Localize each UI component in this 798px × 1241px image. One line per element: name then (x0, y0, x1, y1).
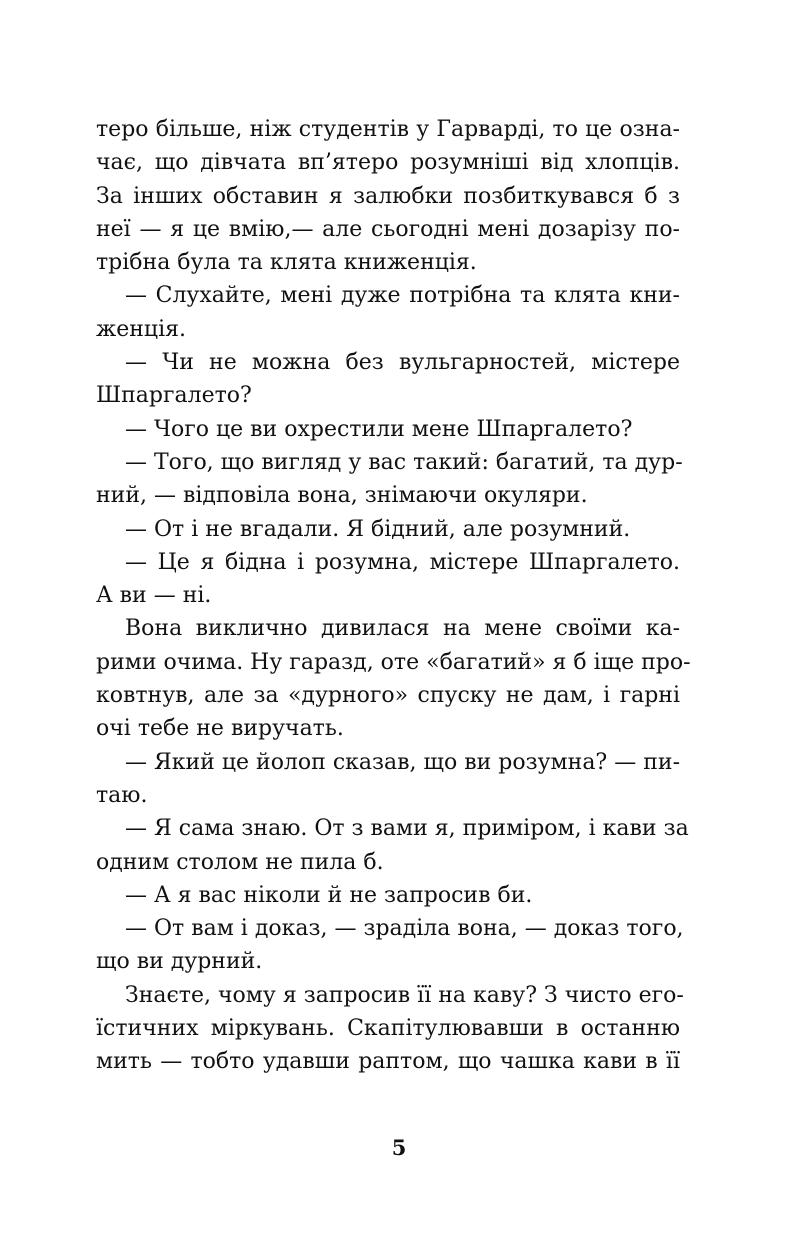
text-line: чає, що дівчата вп’ятеро розумніші від хлопців. (96, 150, 680, 176)
page-number: 5 (391, 1135, 407, 1160)
text-line: Шпаргалето? (96, 383, 252, 409)
text-line: трібна була та клята книженція. (96, 250, 477, 276)
text-line: — От вам і доказ, — зраділа вона, — доказ того, (125, 916, 684, 942)
text-line: що ви дурний. (96, 949, 263, 975)
text-line: — Який це йолоп сказав, що ви розумна? — пи- (125, 749, 680, 775)
text-line: — Це я бідна і розумна, містере Шпаргалето. (125, 549, 680, 575)
text-line: — Я сама знаю. От з вами я, приміром, і кави за (125, 816, 689, 842)
text-line: — А я вас ніколи й не запросив би. (125, 882, 533, 908)
text-line: А ви — ні. (96, 583, 212, 609)
text-line: одним столом не пила б. (96, 849, 384, 875)
body-text (96, 113, 691, 1079)
text-line: неї — я це вмію,— але сьогодні мені дозарізу по- (96, 216, 680, 242)
text-line: — Слухайте, мені дуже потрібна та клята кни- (125, 283, 680, 309)
text-line: За інших обставин я залюбки позбиткувався б з (96, 183, 680, 209)
text-line: — От і не вгадали. Я бідний, але розумний. (125, 516, 631, 542)
text-line: очі тебе не виручать. (96, 716, 344, 742)
text-line: Знаєте, чому я запросив її на каву? З чисто его- (125, 982, 684, 1008)
text-line: теро більше, ніж студентів у Гарварді, то це озна- (96, 117, 680, 142)
text-line: ний, — відповіла вона, знімаючи окуляри. (96, 483, 588, 509)
text-line: женція. (96, 316, 186, 342)
text-line: їстичних міркувань. Скапітулювавши в останню (96, 1016, 680, 1042)
text-line: рими очима. Ну гаразд, оте «багатий» я б іще про- (96, 649, 691, 675)
text-line: — Чого це ви охрестили мене Шпаргалето? (125, 416, 633, 442)
text-line: таю. (96, 782, 148, 808)
text-line: Вона виклично дивилася на мене своїми ка- (125, 616, 680, 642)
text-line: мить — тобто удавши раптом, що чашка кави в її (96, 1049, 680, 1075)
text-line: ковтнув, але за «дурного» спуску не дам, і гарні (96, 683, 680, 709)
text-line: — Того, що вигляд у вас такий: багатий, та дур- (125, 449, 683, 475)
text-line: — Чи не можна без вульгарностей, містере (125, 350, 680, 376)
